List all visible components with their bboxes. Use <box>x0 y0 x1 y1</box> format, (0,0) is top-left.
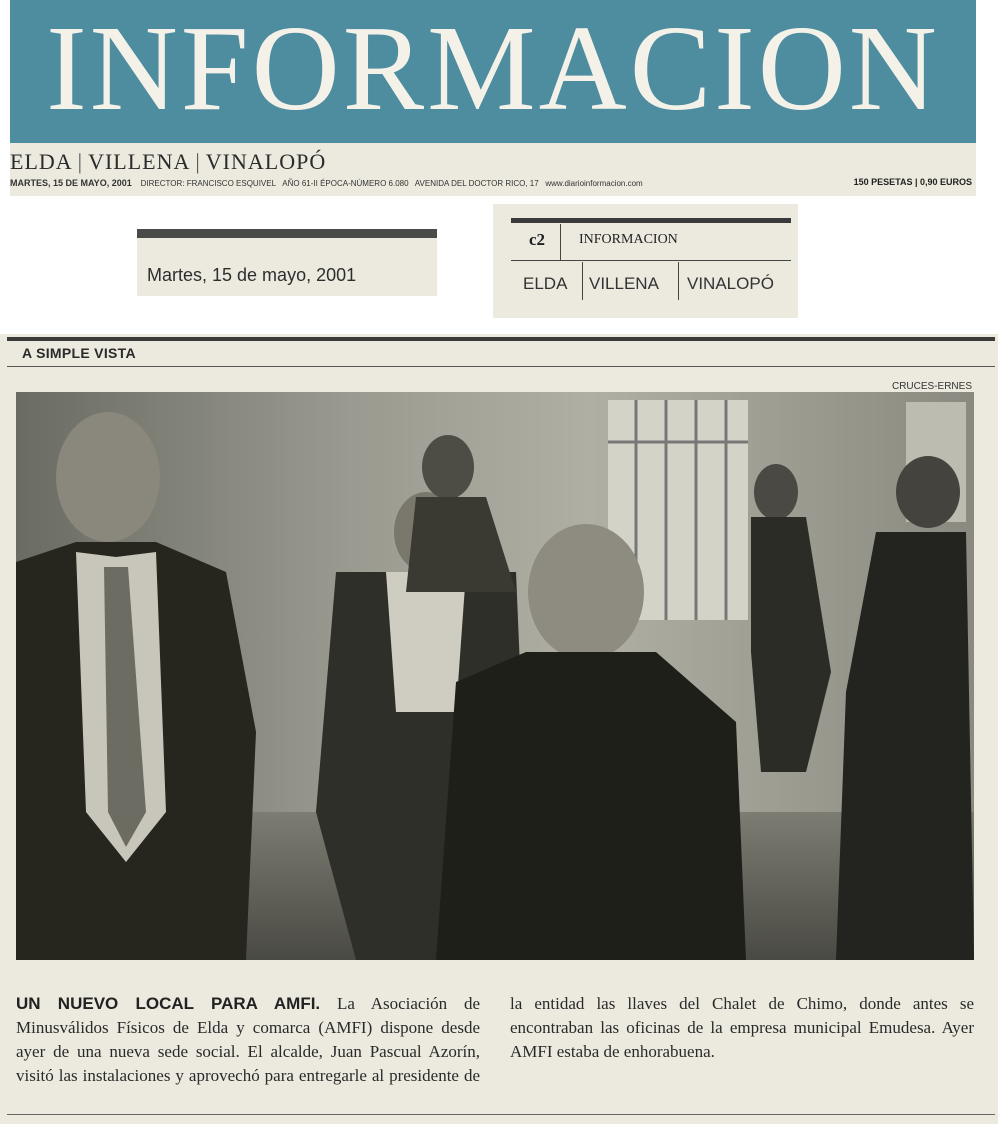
section-vinalopo: VINALOPÓ <box>687 274 774 293</box>
edition-elda: ELDA <box>10 149 73 174</box>
issue-number: AÑO 61-II ÉPOCA-NÚMERO 6.080 <box>282 179 409 188</box>
edition-vinalopo: VINALOPÓ <box>205 149 327 174</box>
address: AVENIDA DEL DOCTOR RICO, 17 <box>414 179 539 188</box>
price: 150 PESETAS | 0,90 EUROS <box>853 177 972 187</box>
publication-name: INFORMACION <box>579 232 678 247</box>
divider <box>582 262 583 300</box>
newspaper-masthead <box>10 0 976 196</box>
clipping-rule <box>511 218 791 223</box>
article-caption <box>16 992 974 1088</box>
masthead-banner <box>10 0 976 143</box>
edition-divider: | <box>195 149 201 174</box>
clipping-rule <box>137 229 437 238</box>
page-code: c2 <box>529 230 546 249</box>
news-photo <box>16 392 974 960</box>
date-clipping <box>137 229 437 296</box>
section-rule <box>7 366 995 367</box>
edition-villena: VILLENA <box>88 149 191 174</box>
imprint-line <box>10 178 976 188</box>
section-label: A SIMPLE VISTA <box>22 345 136 361</box>
newspaper-title: INFORMACION <box>46 1 940 136</box>
divider <box>560 224 561 260</box>
section-elda: ELDA <box>523 274 568 293</box>
clipping-date: Martes, 15 de mayo, 2001 <box>147 265 357 285</box>
edition-line <box>10 149 326 175</box>
edition-divider: | <box>77 149 84 174</box>
website: www.diarioinformacion.com <box>545 179 643 188</box>
issue-date: MARTES, 15 DE MAYO, 2001 <box>10 178 132 188</box>
section-villena: VILLENA <box>589 274 659 293</box>
article-bottom-rule <box>7 1114 995 1115</box>
divider <box>678 262 679 300</box>
photo-credit: CRUCES-ERNES <box>891 381 972 392</box>
section-rule <box>7 337 995 341</box>
article-body: La Asociación de Minusválidos Físicos de Elda y comarca (AMFI) dispone desde ayer de una nueva sede social. El alcalde, Juan Pascual Azorín, visitó las instalaciones y aprovechó para entregarle al presidente de la entidad las llaves del Chalet de Chimo, donde antes se encontraban las oficinas de la empresa municipal Emudesa. Ayer AMFI estaba de enhorabuena. <box>16 994 974 1085</box>
article-headline: UN NUEVO LOCAL PARA AMFI. <box>16 994 321 1013</box>
section-clipping <box>493 204 798 318</box>
article-clipping <box>0 334 998 1124</box>
divider <box>511 260 791 261</box>
director-credit: DIRECTOR: FRANCISCO ESQUIVEL <box>140 179 277 188</box>
